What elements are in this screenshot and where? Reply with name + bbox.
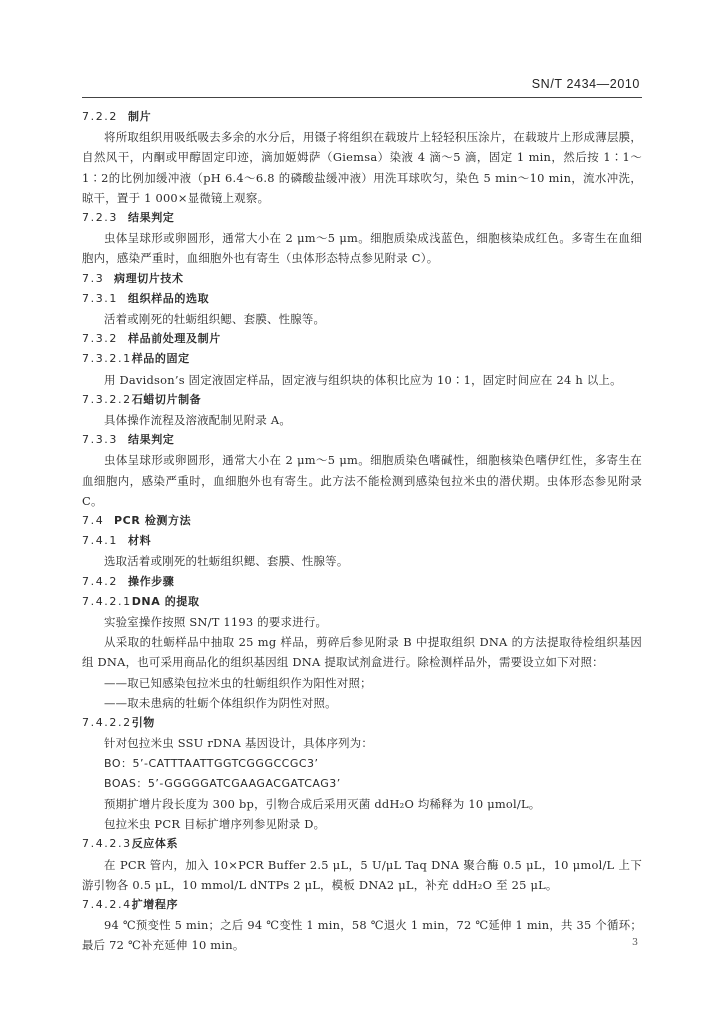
section-title: 引物 [131, 716, 155, 730]
section-heading [82, 572, 642, 592]
section-heading [82, 269, 642, 289]
section-number: 7.3 [82, 271, 105, 285]
section-heading [82, 107, 642, 127]
section-number: 7.4.2.1 [82, 594, 132, 608]
paragraph: 具体操作流程及溶液配制见附录 A。 [104, 413, 291, 428]
header-rule [82, 97, 642, 98]
section-number: 7.4.1 [82, 534, 118, 548]
paragraph: 预期扩增片段长度为 300 bp，引物合成后采用灭菌 ddH₂O 均稀释为 10 μmol/L。 [104, 796, 541, 811]
paragraph: 虫体呈球形或卵圆形，通常大小在 2 μm～5 μm。细胞质染色嗜碱性，细胞核染色嗜伊红性，多寄生在血细胞内，感染严重时，血细胞外也有寄生。此方法不能检测到感染包拉米虫的潜伏期。虫体形态参见附录 C。 [82, 453, 642, 508]
section-heading [82, 531, 642, 551]
section-title: 样品前处理及制片 [128, 332, 221, 346]
section-title: 制片 [128, 110, 152, 123]
section-number: 7.2.2 [82, 110, 118, 123]
paragraph: 实验室操作按照 SN/T 1193 的要求进行。 [104, 615, 328, 630]
section-title: 操作步骤 [128, 574, 175, 588]
paragraph: 选取活着或刚死的牡蛎组织鳃、套膜、性腺等。 [104, 554, 349, 569]
section-heading [82, 430, 642, 450]
section-number: 7.3.1 [82, 291, 118, 305]
section-title: PCR 检测方法 [114, 514, 192, 528]
section-title: 组织样品的选取 [128, 291, 210, 305]
section-heading [82, 390, 642, 410]
section-heading [82, 895, 642, 915]
paragraph: 虫体呈球形或卵圆形，通常大小在 2 μm～5 μm。细胞质染成浅蓝色，细胞核染成红色。多寄生在血细胞内，感染严重时，血细胞外也有寄生（虫体形态特点参见附录 C）。 [82, 231, 642, 266]
page-number: 3 [631, 937, 638, 948]
list-item: ——取已知感染包拉米虫的牡蛎组织作为阳性对照； [104, 675, 372, 690]
section-heading [82, 511, 642, 531]
paragraph: 活着或刚死的牡蛎组织鳃、套膜、性腺等。 [104, 312, 326, 327]
section-number: 7.3.2.1 [82, 352, 132, 366]
section-heading [82, 208, 642, 228]
primer-sequence: BOAS：5’-GGGGGATCGAAGACGATCAG3’ [104, 776, 341, 790]
section-heading [82, 592, 642, 612]
section-heading [82, 349, 642, 369]
paragraph: 从采取的牡蛎样品中抽取 25 mg 样品，剪碎后参见附录 B 中提取组织 DNA 的方法提取待检组织基因组 DNA，也可采用商品化的组织基因组 DNA 提取试剂盒进行。除检测样品外，需要设立如下对照： [82, 635, 642, 670]
section-heading [82, 289, 642, 309]
section-heading [82, 713, 642, 733]
section-title: DNA 的提取 [131, 594, 200, 608]
section-title: 样品的固定 [131, 352, 190, 366]
section-number: 7.3.2.2 [82, 392, 132, 406]
section-heading [82, 834, 642, 854]
paragraph: 将所取组织用吸纸吸去多余的水分后，用镊子将组织在载玻片上轻轻积压涂片，在载玻片上形成薄层膜，自然风干，内酮或甲醇固定印迹，滴加姬姆萨（Giemsa）染液 4 滴～5 滴，固定 1 min，然后按 1∶1～1∶2的比例加缓冲液（pH 6.4～6.8 的磷酸盐缓冲液）用洗耳球吹匀，染色 5 min～10 min，流水冲洗，晾干，置于 1 000×显微镜上观察。 [82, 130, 642, 205]
section-number: 7.4.2.2 [82, 716, 132, 730]
section-title: 结果判定 [128, 433, 175, 447]
document-body [82, 107, 642, 956]
primer-sequence: BO：5’-CATTTAATTGGTCGGGCCGC3’ [104, 756, 319, 770]
section-title: 结果判定 [128, 211, 175, 225]
section-number: 7.3.3 [82, 433, 118, 447]
paragraph: 在 PCR 管内，加入 10×PCR Buffer 2.5 μL，5 U/μL Taq DNA 聚合酶 0.5 μL，10 μmol/L 上下游引物各 0.5 μL，10 mmol/L dNTPs 2 μL，模板 DNA2 μL，补充 ddH₂O 至 25 μL。 [82, 857, 642, 892]
section-title: 扩增程序 [131, 897, 179, 911]
section-number: 7.4.2 [82, 574, 118, 588]
list-item: ——取未患病的牡蛎个体组织作为阴性对照。 [104, 695, 337, 710]
section-number: 7.4.2.3 [82, 837, 132, 851]
section-number: 7.2.3 [82, 211, 118, 225]
paragraph: 针对包拉米虫 SSU rDNA 基因设计，具体序列为： [104, 736, 374, 751]
section-title: 材料 [128, 534, 152, 548]
paragraph: 包拉米虫 PCR 目标扩增序列参见附录 D。 [104, 817, 326, 832]
paragraph: 94 ℃预变性 5 min；之后 94 ℃变性 1 min，58 ℃退火 1 min，72 ℃延伸 1 min，共 35 个循环；最后 72 ℃补充延伸 10 min。 [82, 918, 642, 953]
section-number: 7.3.2 [82, 332, 118, 346]
section-heading [82, 329, 642, 349]
section-number: 7.4 [82, 514, 105, 528]
section-title: 反应体系 [131, 837, 179, 851]
section-title: 石蜡切片制备 [131, 392, 202, 406]
standard-code: SN/T 2434—2010 [531, 77, 640, 91]
section-title: 病理切片技术 [114, 271, 184, 285]
section-number: 7.4.2.4 [82, 897, 132, 911]
paragraph: 用 Davidson’s 固定液固定样品，固定液与组织块的体积比应为 10∶1，固定时间应在 24 h 以上。 [104, 372, 622, 387]
